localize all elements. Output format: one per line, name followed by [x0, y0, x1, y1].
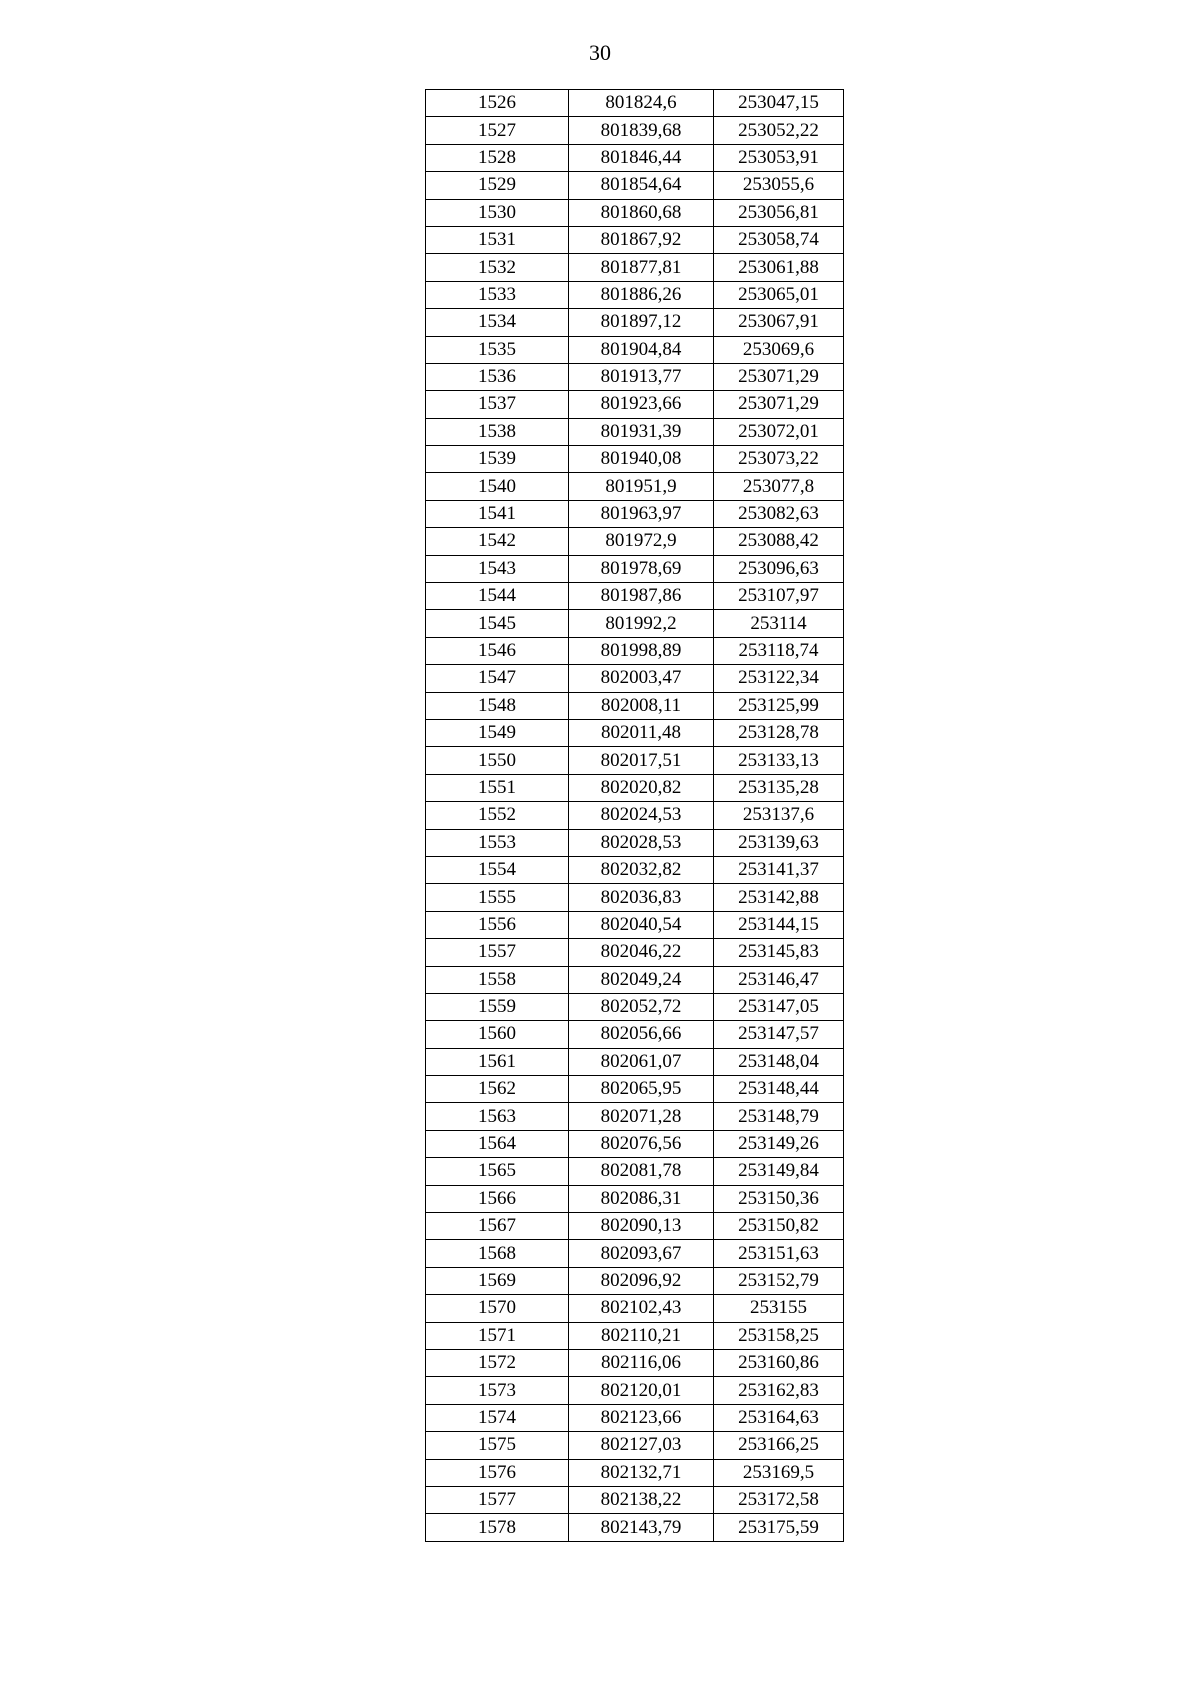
x-coordinate-cell: 802081,78 [569, 1158, 714, 1185]
x-coordinate-cell: 801824,6 [569, 90, 714, 117]
x-coordinate-cell: 802011,48 [569, 719, 714, 746]
point-number-cell: 1578 [426, 1514, 569, 1541]
point-number-cell: 1553 [426, 829, 569, 856]
x-coordinate-cell: 802071,28 [569, 1103, 714, 1130]
table-row [426, 1432, 844, 1459]
table-row [426, 884, 844, 911]
y-coordinate-cell: 253147,05 [714, 993, 844, 1020]
point-number-cell: 1540 [426, 473, 569, 500]
x-coordinate-cell: 801877,81 [569, 254, 714, 281]
x-coordinate-cell: 802110,21 [569, 1322, 714, 1349]
table-row [426, 309, 844, 336]
point-number-cell: 1556 [426, 911, 569, 938]
table-row [426, 939, 844, 966]
point-number-cell: 1557 [426, 939, 569, 966]
x-coordinate-cell: 802123,66 [569, 1404, 714, 1431]
table-row [426, 719, 844, 746]
x-coordinate-cell: 801904,84 [569, 336, 714, 363]
y-coordinate-cell: 253067,91 [714, 309, 844, 336]
page-number: 30 [589, 40, 611, 65]
y-coordinate-cell: 253065,01 [714, 281, 844, 308]
table-row [426, 418, 844, 445]
table-row [426, 336, 844, 363]
x-coordinate-cell: 801897,12 [569, 309, 714, 336]
table-row [426, 1021, 844, 1048]
x-coordinate-cell: 802046,22 [569, 939, 714, 966]
x-coordinate-cell: 801963,97 [569, 500, 714, 527]
table-row [426, 1459, 844, 1486]
y-coordinate-cell: 253148,79 [714, 1103, 844, 1130]
x-coordinate-cell: 802127,03 [569, 1432, 714, 1459]
table-row [426, 774, 844, 801]
y-coordinate-cell: 253150,82 [714, 1213, 844, 1240]
table-row [426, 1514, 844, 1541]
table-row [426, 1048, 844, 1075]
coordinates-table-body [426, 90, 844, 1542]
table-row [426, 363, 844, 390]
table-row [426, 555, 844, 582]
table-row [426, 1404, 844, 1431]
point-number-cell: 1563 [426, 1103, 569, 1130]
table-row [426, 391, 844, 418]
table-row [426, 226, 844, 253]
point-number-cell: 1571 [426, 1322, 569, 1349]
y-coordinate-cell: 253141,37 [714, 856, 844, 883]
point-number-cell: 1529 [426, 172, 569, 199]
table-row [426, 747, 844, 774]
point-number-cell: 1527 [426, 117, 569, 144]
table-row [426, 1349, 844, 1376]
table-row [426, 911, 844, 938]
x-coordinate-cell: 801998,89 [569, 637, 714, 664]
point-number-cell: 1570 [426, 1295, 569, 1322]
y-coordinate-cell: 253056,81 [714, 199, 844, 226]
x-coordinate-cell: 802076,56 [569, 1130, 714, 1157]
point-number-cell: 1537 [426, 391, 569, 418]
x-coordinate-cell: 802028,53 [569, 829, 714, 856]
x-coordinate-cell: 802143,79 [569, 1514, 714, 1541]
point-number-cell: 1566 [426, 1185, 569, 1212]
point-number-cell: 1547 [426, 665, 569, 692]
point-number-cell: 1565 [426, 1158, 569, 1185]
x-coordinate-cell: 802093,67 [569, 1240, 714, 1267]
point-number-cell: 1562 [426, 1076, 569, 1103]
y-coordinate-cell: 253151,63 [714, 1240, 844, 1267]
y-coordinate-cell: 253135,28 [714, 774, 844, 801]
point-number-cell: 1544 [426, 583, 569, 610]
x-coordinate-cell: 801972,9 [569, 528, 714, 555]
x-coordinate-cell: 801886,26 [569, 281, 714, 308]
y-coordinate-cell: 253172,58 [714, 1486, 844, 1513]
y-coordinate-cell: 253144,15 [714, 911, 844, 938]
table-row [426, 1486, 844, 1513]
x-coordinate-cell: 802065,95 [569, 1076, 714, 1103]
y-coordinate-cell: 253072,01 [714, 418, 844, 445]
point-number-cell: 1552 [426, 802, 569, 829]
y-coordinate-cell: 253149,26 [714, 1130, 844, 1157]
point-number-cell: 1528 [426, 144, 569, 171]
table-row [426, 172, 844, 199]
table-row [426, 856, 844, 883]
point-number-cell: 1546 [426, 637, 569, 664]
point-number-cell: 1555 [426, 884, 569, 911]
y-coordinate-cell: 253096,63 [714, 555, 844, 582]
table-row [426, 1322, 844, 1349]
x-coordinate-cell: 802036,83 [569, 884, 714, 911]
point-number-cell: 1577 [426, 1486, 569, 1513]
x-coordinate-cell: 802116,06 [569, 1349, 714, 1376]
table-row [426, 199, 844, 226]
y-coordinate-cell: 253160,86 [714, 1349, 844, 1376]
table-row [426, 528, 844, 555]
table-row [426, 144, 844, 171]
y-coordinate-cell: 253069,6 [714, 336, 844, 363]
x-coordinate-cell: 802024,53 [569, 802, 714, 829]
table-row [426, 1377, 844, 1404]
table-row [426, 966, 844, 993]
y-coordinate-cell: 253118,74 [714, 637, 844, 664]
x-coordinate-cell: 802120,01 [569, 1377, 714, 1404]
x-coordinate-cell: 801867,92 [569, 226, 714, 253]
y-coordinate-cell: 253122,34 [714, 665, 844, 692]
y-coordinate-cell: 253055,6 [714, 172, 844, 199]
y-coordinate-cell: 253137,6 [714, 802, 844, 829]
x-coordinate-cell: 801846,44 [569, 144, 714, 171]
y-coordinate-cell: 253152,79 [714, 1267, 844, 1294]
table-row [426, 993, 844, 1020]
coordinates-table [425, 89, 844, 1542]
point-number-cell: 1532 [426, 254, 569, 281]
y-coordinate-cell: 253107,97 [714, 583, 844, 610]
y-coordinate-cell: 253166,25 [714, 1432, 844, 1459]
point-number-cell: 1564 [426, 1130, 569, 1157]
point-number-cell: 1538 [426, 418, 569, 445]
table-row [426, 829, 844, 856]
point-number-cell: 1572 [426, 1349, 569, 1376]
point-number-cell: 1573 [426, 1377, 569, 1404]
x-coordinate-cell: 801931,39 [569, 418, 714, 445]
x-coordinate-cell: 801987,86 [569, 583, 714, 610]
point-number-cell: 1551 [426, 774, 569, 801]
table-row [426, 637, 844, 664]
y-coordinate-cell: 253147,57 [714, 1021, 844, 1048]
point-number-cell: 1543 [426, 555, 569, 582]
x-coordinate-cell: 801951,9 [569, 473, 714, 500]
y-coordinate-cell: 253047,15 [714, 90, 844, 117]
point-number-cell: 1530 [426, 199, 569, 226]
x-coordinate-cell: 802090,13 [569, 1213, 714, 1240]
y-coordinate-cell: 253145,83 [714, 939, 844, 966]
y-coordinate-cell: 253052,22 [714, 117, 844, 144]
table-row [426, 1213, 844, 1240]
table-row [426, 1185, 844, 1212]
table-row [426, 1076, 844, 1103]
x-coordinate-cell: 802086,31 [569, 1185, 714, 1212]
y-coordinate-cell: 253053,91 [714, 144, 844, 171]
x-coordinate-cell: 802132,71 [569, 1459, 714, 1486]
point-number-cell: 1531 [426, 226, 569, 253]
table-row [426, 692, 844, 719]
table-row [426, 610, 844, 637]
table-row [426, 1103, 844, 1130]
y-coordinate-cell: 253150,36 [714, 1185, 844, 1212]
x-coordinate-cell: 802017,51 [569, 747, 714, 774]
table-row [426, 1130, 844, 1157]
point-number-cell: 1535 [426, 336, 569, 363]
y-coordinate-cell: 253158,25 [714, 1322, 844, 1349]
point-number-cell: 1548 [426, 692, 569, 719]
x-coordinate-cell: 801992,2 [569, 610, 714, 637]
x-coordinate-cell: 802102,43 [569, 1295, 714, 1322]
table-row [426, 500, 844, 527]
table-row [426, 1295, 844, 1322]
y-coordinate-cell: 253142,88 [714, 884, 844, 911]
table-row [426, 802, 844, 829]
x-coordinate-cell: 802003,47 [569, 665, 714, 692]
y-coordinate-cell: 253114 [714, 610, 844, 637]
point-number-cell: 1554 [426, 856, 569, 883]
x-coordinate-cell: 801940,08 [569, 446, 714, 473]
y-coordinate-cell: 253148,44 [714, 1076, 844, 1103]
x-coordinate-cell: 801913,77 [569, 363, 714, 390]
y-coordinate-cell: 253058,74 [714, 226, 844, 253]
point-number-cell: 1567 [426, 1213, 569, 1240]
y-coordinate-cell: 253169,5 [714, 1459, 844, 1486]
x-coordinate-cell: 802020,82 [569, 774, 714, 801]
point-number-cell: 1568 [426, 1240, 569, 1267]
table-row [426, 473, 844, 500]
point-number-cell: 1569 [426, 1267, 569, 1294]
x-coordinate-cell: 802040,54 [569, 911, 714, 938]
point-number-cell: 1559 [426, 993, 569, 1020]
table-row [426, 90, 844, 117]
y-coordinate-cell: 253088,42 [714, 528, 844, 555]
x-coordinate-cell: 802138,22 [569, 1486, 714, 1513]
point-number-cell: 1526 [426, 90, 569, 117]
y-coordinate-cell: 253071,29 [714, 363, 844, 390]
point-number-cell: 1561 [426, 1048, 569, 1075]
y-coordinate-cell: 253146,47 [714, 966, 844, 993]
point-number-cell: 1541 [426, 500, 569, 527]
y-coordinate-cell: 253148,04 [714, 1048, 844, 1075]
y-coordinate-cell: 253071,29 [714, 391, 844, 418]
table-row [426, 117, 844, 144]
table-row [426, 446, 844, 473]
y-coordinate-cell: 253082,63 [714, 500, 844, 527]
x-coordinate-cell: 801839,68 [569, 117, 714, 144]
x-coordinate-cell: 801923,66 [569, 391, 714, 418]
y-coordinate-cell: 253077,8 [714, 473, 844, 500]
x-coordinate-cell: 802096,92 [569, 1267, 714, 1294]
y-coordinate-cell: 253133,13 [714, 747, 844, 774]
point-number-cell: 1542 [426, 528, 569, 555]
point-number-cell: 1575 [426, 1432, 569, 1459]
point-number-cell: 1539 [426, 446, 569, 473]
point-number-cell: 1558 [426, 966, 569, 993]
point-number-cell: 1560 [426, 1021, 569, 1048]
y-coordinate-cell: 253125,99 [714, 692, 844, 719]
point-number-cell: 1576 [426, 1459, 569, 1486]
x-coordinate-cell: 802052,72 [569, 993, 714, 1020]
x-coordinate-cell: 801978,69 [569, 555, 714, 582]
point-number-cell: 1536 [426, 363, 569, 390]
point-number-cell: 1550 [426, 747, 569, 774]
x-coordinate-cell: 802061,07 [569, 1048, 714, 1075]
x-coordinate-cell: 801860,68 [569, 199, 714, 226]
y-coordinate-cell: 253128,78 [714, 719, 844, 746]
y-coordinate-cell: 253061,88 [714, 254, 844, 281]
table-row [426, 281, 844, 308]
table-row [426, 1240, 844, 1267]
y-coordinate-cell: 253149,84 [714, 1158, 844, 1185]
y-coordinate-cell: 253073,22 [714, 446, 844, 473]
point-number-cell: 1545 [426, 610, 569, 637]
x-coordinate-cell: 802056,66 [569, 1021, 714, 1048]
point-number-cell: 1574 [426, 1404, 569, 1431]
table-row [426, 1158, 844, 1185]
x-coordinate-cell: 801854,64 [569, 172, 714, 199]
y-coordinate-cell: 253164,63 [714, 1404, 844, 1431]
x-coordinate-cell: 802049,24 [569, 966, 714, 993]
x-coordinate-cell: 802008,11 [569, 692, 714, 719]
y-coordinate-cell: 253175,59 [714, 1514, 844, 1541]
table-row [426, 583, 844, 610]
y-coordinate-cell: 253162,83 [714, 1377, 844, 1404]
table-row [426, 1267, 844, 1294]
point-number-cell: 1533 [426, 281, 569, 308]
x-coordinate-cell: 802032,82 [569, 856, 714, 883]
table-row [426, 254, 844, 281]
point-number-cell: 1549 [426, 719, 569, 746]
point-number-cell: 1534 [426, 309, 569, 336]
y-coordinate-cell: 253155 [714, 1295, 844, 1322]
table-row [426, 665, 844, 692]
y-coordinate-cell: 253139,63 [714, 829, 844, 856]
